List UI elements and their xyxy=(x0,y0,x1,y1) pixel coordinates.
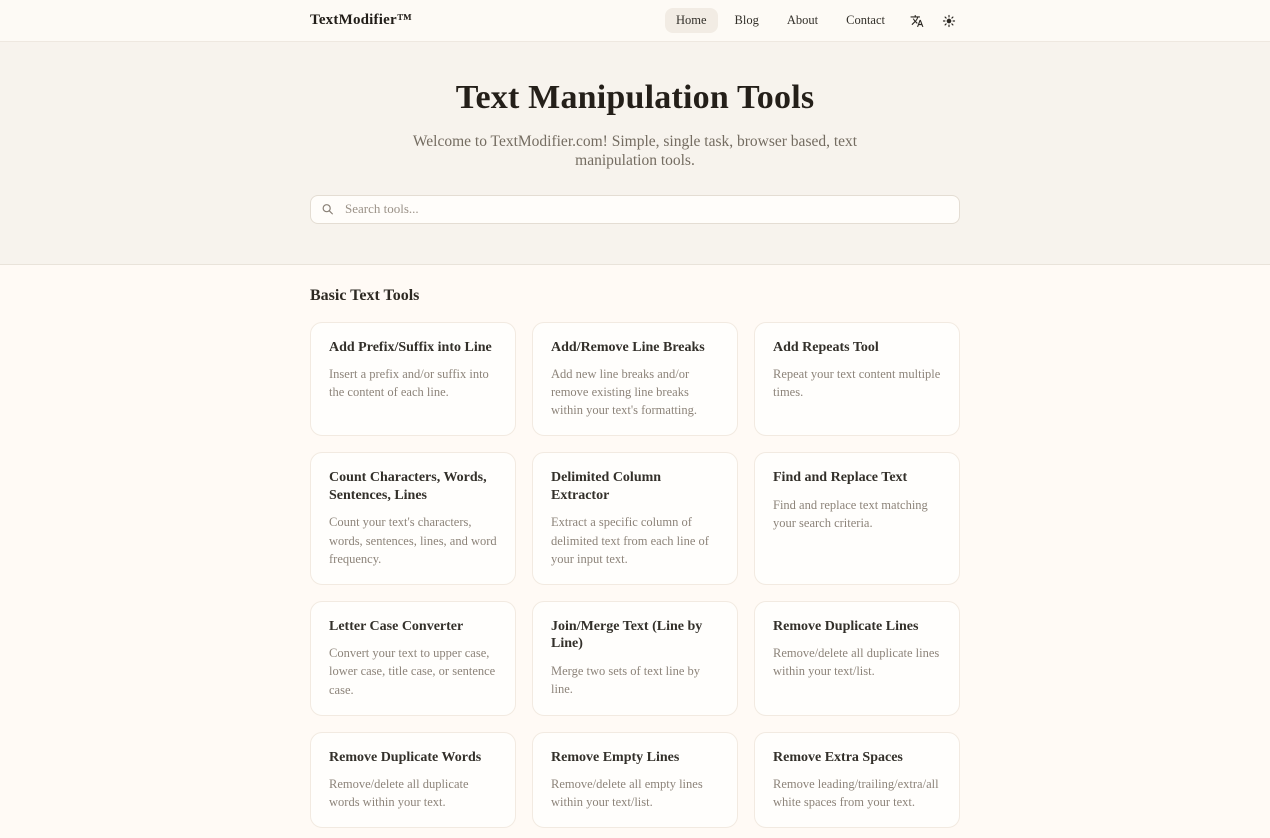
translate-icon xyxy=(910,14,924,28)
tool-title: Add Prefix/Suffix into Line xyxy=(329,339,492,355)
tool-description: Remove/delete all empty lines within your text/list. xyxy=(551,777,703,810)
tools-section xyxy=(0,265,1270,838)
tool-title: Remove Extra Spaces xyxy=(773,749,903,765)
tool-description: Insert a prefix and/or suffix into the content of each line. xyxy=(329,367,489,400)
main-nav xyxy=(665,8,960,33)
tool-card-add-repeats[interactable] xyxy=(754,322,960,437)
language-toggle-button[interactable] xyxy=(906,10,928,32)
hero-section xyxy=(0,42,1270,265)
tool-card-join-merge-text[interactable] xyxy=(532,601,738,716)
tool-description: Repeat your text content multiple times. xyxy=(773,367,941,400)
brand-logo[interactable]: TextModifier™ xyxy=(310,12,413,28)
nav-item-blog[interactable]: Blog xyxy=(724,8,770,33)
tool-description: Add new line breaks and/or remove existing line breaks within your text's formatting. xyxy=(551,367,697,418)
page-subtitle: Welcome to TextModifier.com! Simple, single task, browser based, text manipulation tools. xyxy=(412,132,858,170)
tool-description: Remove leading/trailing/extra/all white spaces from your text. xyxy=(773,777,939,810)
tool-card-count-characters[interactable] xyxy=(310,452,516,584)
nav-item-home[interactable]: Home xyxy=(665,8,718,33)
search-icon xyxy=(321,203,334,216)
tool-card-remove-empty-lines[interactable] xyxy=(532,732,738,829)
nav-item-contact[interactable]: Contact xyxy=(835,8,896,33)
tool-card-find-replace[interactable] xyxy=(754,452,960,584)
tool-description: Find and replace text matching your search criteria. xyxy=(773,497,928,531)
tool-card-remove-extra-spaces[interactable] xyxy=(754,732,960,829)
tool-title: Find and Replace Text xyxy=(773,470,908,486)
tool-card-add-prefix-suffix[interactable] xyxy=(310,322,516,437)
tool-title: Add/Remove Line Breaks xyxy=(551,339,705,355)
tool-card-letter-case-converter[interactable] xyxy=(310,601,516,716)
theme-toggle-button[interactable] xyxy=(938,10,960,32)
tool-card-remove-duplicate-words[interactable] xyxy=(310,732,516,829)
tool-description: Remove/delete all duplicate lines within your text/list. xyxy=(773,646,940,679)
tool-title: Count Characters, Words, Sentences, Lines xyxy=(329,470,487,503)
search-bar xyxy=(310,195,960,224)
tool-description: Extract a specific column of delimited text from each line of your input text. xyxy=(551,515,709,566)
page-title: Text Manipulation Tools xyxy=(455,79,815,116)
site-header xyxy=(0,0,1270,42)
section-heading: Basic Text Tools xyxy=(310,286,420,304)
tool-description: Count your text's characters, words, sentences, lines, and word frequency. xyxy=(329,515,497,566)
nav-item-about[interactable]: About xyxy=(776,8,829,33)
tool-description: Convert your text to upper case, lower case, title case, or sentence case. xyxy=(329,646,496,697)
tool-title: Remove Duplicate Words xyxy=(329,749,482,765)
search-input[interactable] xyxy=(310,195,960,224)
tool-title: Remove Duplicate Lines xyxy=(773,618,919,634)
tool-title: Join/Merge Text (Line by Line) xyxy=(551,618,703,652)
tool-description: Merge two sets of text line by line. xyxy=(551,663,701,696)
tool-card-delimited-column-extractor[interactable] xyxy=(532,452,738,584)
tool-title: Delimited Column Extractor xyxy=(551,470,662,503)
tool-title: Add Repeats Tool xyxy=(773,339,879,355)
tool-description: Remove/delete all duplicate words within your text. xyxy=(329,777,469,810)
tool-card-add-remove-line-breaks[interactable] xyxy=(532,322,738,437)
tool-card-remove-duplicate-lines[interactable] xyxy=(754,601,960,716)
sun-icon xyxy=(942,14,956,28)
tool-title: Letter Case Converter xyxy=(329,618,464,634)
tool-title: Remove Empty Lines xyxy=(551,749,680,765)
tools-grid xyxy=(310,322,960,829)
